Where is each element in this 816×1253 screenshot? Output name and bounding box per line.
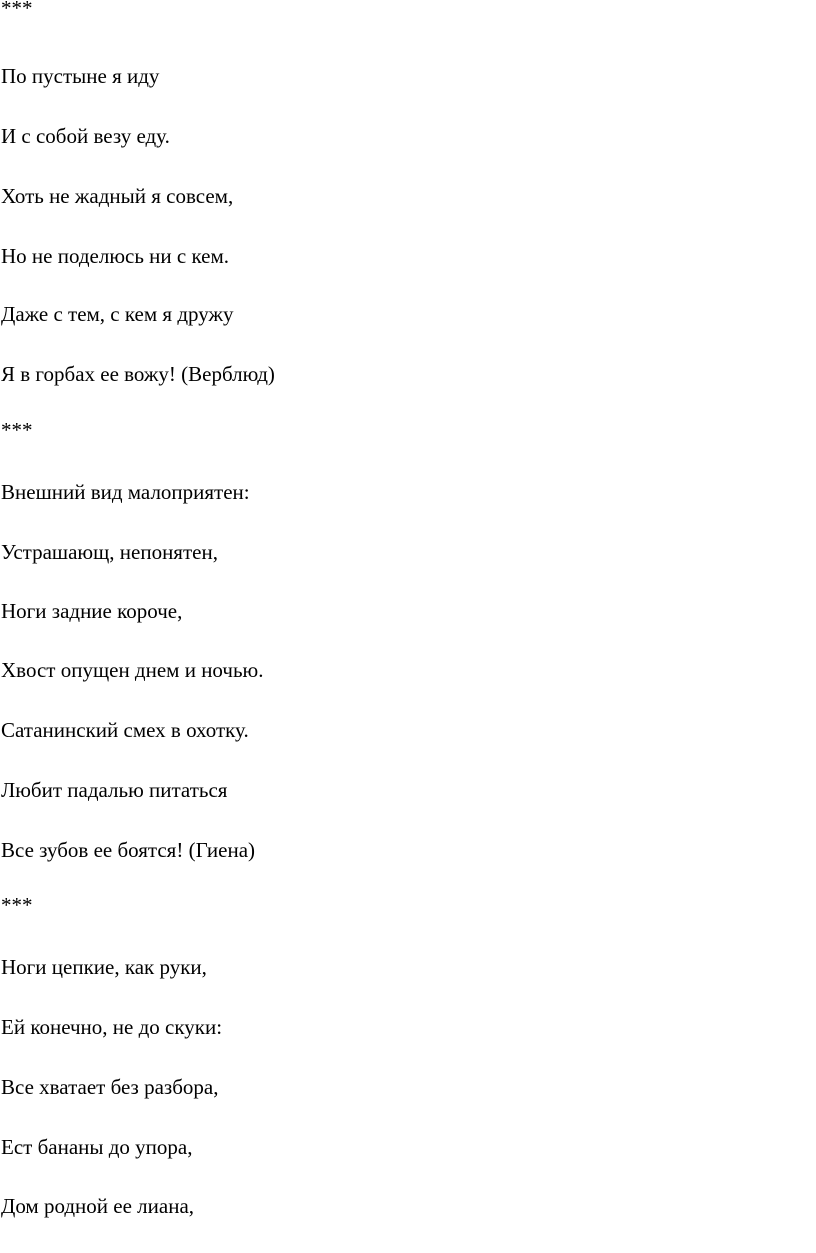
riddle-line: Любит падалью питаться bbox=[1, 778, 228, 802]
separator-stars: *** bbox=[1, 418, 33, 442]
riddle-line: Даже с тем, с кем я дружу bbox=[1, 302, 234, 326]
riddle-line: Все зубов ее боятся! (Гиена) bbox=[1, 838, 256, 862]
riddle-line: Ноги цепкие, как руки, bbox=[1, 955, 207, 979]
riddle-line: Ест бананы до упора, bbox=[1, 1135, 193, 1159]
riddle-line: Устрашающ, непонятен, bbox=[1, 540, 218, 564]
riddle-line: Ноги задние короче, bbox=[1, 599, 183, 623]
riddle-line: И с собой везу еду. bbox=[1, 124, 170, 148]
riddle-line: Ей конечно, не до скуки: bbox=[1, 1015, 223, 1039]
riddle-line: Хоть не жадный я совсем, bbox=[1, 184, 234, 208]
separator-stars: *** bbox=[1, 0, 33, 20]
riddle-line: Внешний вид малоприятен: bbox=[1, 480, 250, 504]
riddle-line: Но не поделюсь ни с кем. bbox=[1, 244, 230, 268]
separator-stars: *** bbox=[1, 893, 33, 917]
riddle-line: По пустыне я иду bbox=[1, 64, 160, 88]
riddle-line: Дом родной ее лиана, bbox=[1, 1194, 195, 1218]
riddle-line: Сатанинский смех в охотку. bbox=[1, 718, 249, 742]
riddle-line: Я в горбах ее вожу! (Верблюд) bbox=[1, 362, 275, 386]
riddle-line: Хвост опущен днем и ночью. bbox=[1, 658, 264, 682]
riddle-line: Все хватает без разбора, bbox=[1, 1075, 219, 1099]
